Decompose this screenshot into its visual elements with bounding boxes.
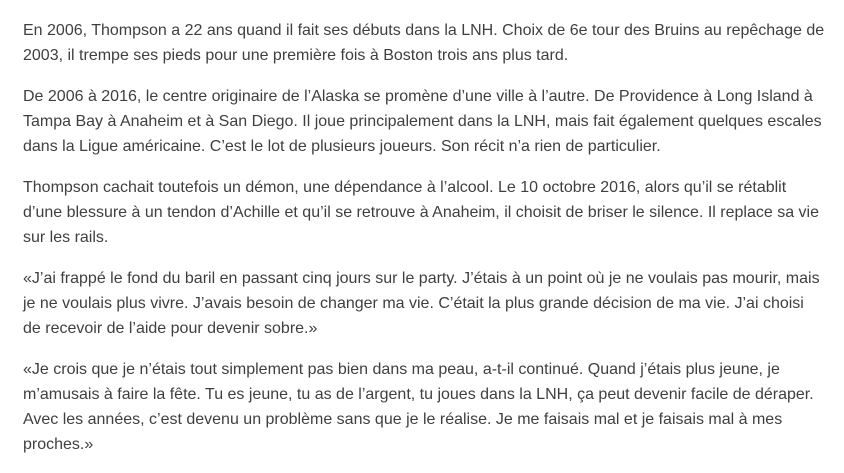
paragraph: Thompson cachait toutefois un démon, une dépendance à l’alcool. Le 10 octobre 2016, alors qu’il se rétablit d’une blessure à un tendon d’Achille et qu’il se retrouve à Anaheim, il choisit de briser le silence. Il replace sa vie sur les rails. — [23, 179, 819, 246]
paragraph: De 2006 à 2016, le centre originaire de l’Alaska se promène d’une ville à l’autre. De Providence à Long Island à Tampa Bay à Anaheim et à San Diego. Il joue principalement dans la LNH, mais fait également quelques escales dans la Ligue américaine. C’est le lot de plusieurs joueurs. Son récit n’a rien de particulier. — [23, 88, 822, 155]
quote-paragraph: «J’ai frappé le fond du baril en passant cinq jours sur le party. J’étais à un point où je ne voulais pas mourir, mais je ne voulais plus vivre. J’avais besoin de changer ma vie. C’était la plus grande décision de ma vie. J’ai choisi de recevoir de l’aide pour devenir sobre.» — [23, 270, 820, 337]
paragraph: En 2006, Thompson a 22 ans quand il fait ses débuts dans la LNH. Choix de 6e tour des Bruins au repêchage de 2003, il trempe ses pieds pour une première fois à Boston trois ans plus tard. — [23, 22, 825, 64]
quote-paragraph: «Je crois que je n’étais tout simplement pas bien dans ma peau, a-t-il continué. Quand j’étais plus jeune, je m’amusais à faire la fête. Tu es jeune, tu as de l’argent, tu joues dans la LNH, ça peut devenir facile de déraper. Avec les années, c’est devenu un problème sans que je le réalise. Je me faisais mal et je faisais mal à mes proches.» — [23, 361, 814, 453]
